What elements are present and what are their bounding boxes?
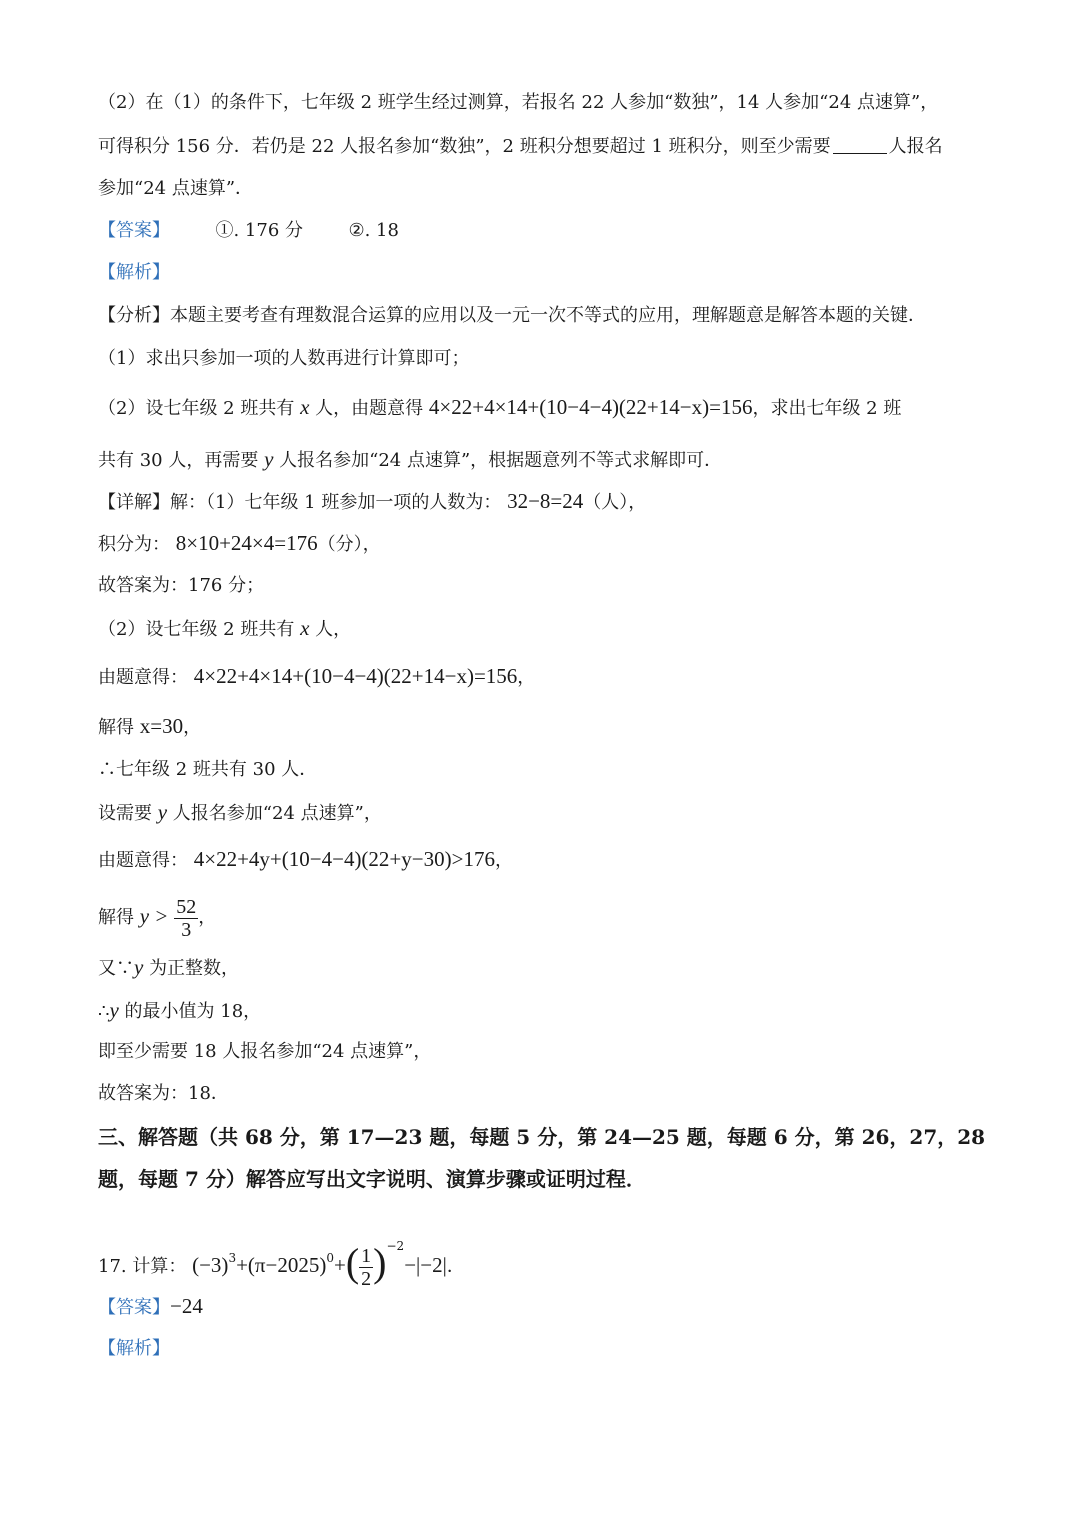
question-line-3: 参加“24 点速算”． (98, 178, 254, 199)
question-17: 17. 计算： $(-3)^3+(\pi-2025)^0+$( $\frac{1}{2}$ )$^{-2}$−|−2|． (98, 1239, 465, 1290)
analysis-label: 【解析】 (98, 1338, 170, 1359)
detail-line-10: 解得 y > $\frac{52}{3}$ ， (98, 895, 217, 941)
answer-item-1: ①. 176 分 (215, 220, 303, 241)
detail-line-13: 即至少需要 18 人报名参加“24 点速算”， (98, 1041, 432, 1062)
fraction: $\frac{52}{3}$ (176, 895, 197, 941)
analysis-label: 【解析】 (98, 262, 170, 283)
equation: 4×22+4×14+(10−4−4)(22+14−x)=156 (193, 664, 518, 688)
answer-label: 【答案】 (98, 220, 170, 241)
detail-line-9: 由题意得： 4×22+4y+(10−4−4)(22+y−30)>176， (98, 847, 513, 871)
answer-line (98, 218, 988, 244)
analysis-step-1: （1）求出只参加一项的人数再进行计算即可； (98, 348, 470, 369)
section-heading-line-2: 题，每题 7 分）解答应写出文字说明、演算步骤或证明过程． (98, 1167, 646, 1191)
fraction: $\frac{1}{2}$ (361, 1244, 372, 1290)
detail-line-7: ∴七年级 2 班共有 30 人． (98, 759, 318, 780)
answer-blank (833, 135, 887, 154)
answer-17-line (98, 1293, 988, 1321)
answer-item-2: ②. 18 (348, 220, 399, 241)
detail-line-12: ∴y 的最小值为 18， (98, 998, 262, 1022)
detail-line-3: 故答案为：176 分； (98, 575, 265, 596)
inequality: 4×22+4y+(10−4−4)(22+y−30)>176 (193, 847, 495, 871)
detail-line-4: （2）设七年级 2 班共有 x 人， (98, 616, 352, 640)
analysis-step-2: （2）设七年级 2 班共有 x 人，由题意得 4×22+4×14+(10−4−4)(22+14−x)=156，求出七年级 2 班 (98, 395, 902, 419)
detail-line-6: 解得 x=30， (98, 714, 202, 738)
fenxi-label: 【分析】 (98, 305, 170, 326)
detail-line-5: 由题意得： 4×22+4×14+(10−4−4)(22+14−x)=156， (98, 664, 536, 688)
analysis-summary: 【分析】本题主要考查有理数混合运算的应用以及一元一次不等式的应用，理解题意是解答本题的关键． (98, 305, 926, 326)
detail-line-11: 又∵y 为正整数， (98, 955, 240, 979)
detail-line-14: 故答案为：18． (98, 1083, 229, 1104)
detail-label: 【详解】 (98, 492, 170, 513)
analysis-step-2-cont: 共有 30 人，再需要 y 人报名参加“24 点速算”，根据题意列不等式求解即可． (98, 447, 723, 471)
detail-line-8: 设需要 y 人报名参加“24 点速算”， (98, 800, 382, 824)
answer-17-value: −24 (170, 1294, 203, 1318)
answer-label: 【答案】 (98, 1297, 170, 1318)
question-line-2: 可得积分 156 分．若仍是 22 人报名参加“数独”，2 班积分想要超过 1 班积分，则至少需要 人报名 (98, 136, 943, 157)
detail-line-1: 【详解】解：（1）七年级 1 班参加一项的人数为： 32−8=24（人）， (98, 489, 647, 513)
equation: 4×22+4×14+(10−4−4)(22+14−x)=156 (428, 395, 753, 419)
question-line-1: （2）在（1）的条件下，七年级 2 班学生经过测算，若报名 22 人参加“数独”，14 人参加“24 点速算”， (98, 92, 939, 113)
section-heading-line-1: 三、解答题（共 68 分，第 17—23 题，每题 5 分，第 24—25 题，每题 6 分，第 26，27，28 (98, 1125, 986, 1149)
question-17-label: 17. 计算： (98, 1256, 187, 1277)
detail-line-2: 积分为： 8×10+24×4=176（分）， (98, 531, 381, 555)
